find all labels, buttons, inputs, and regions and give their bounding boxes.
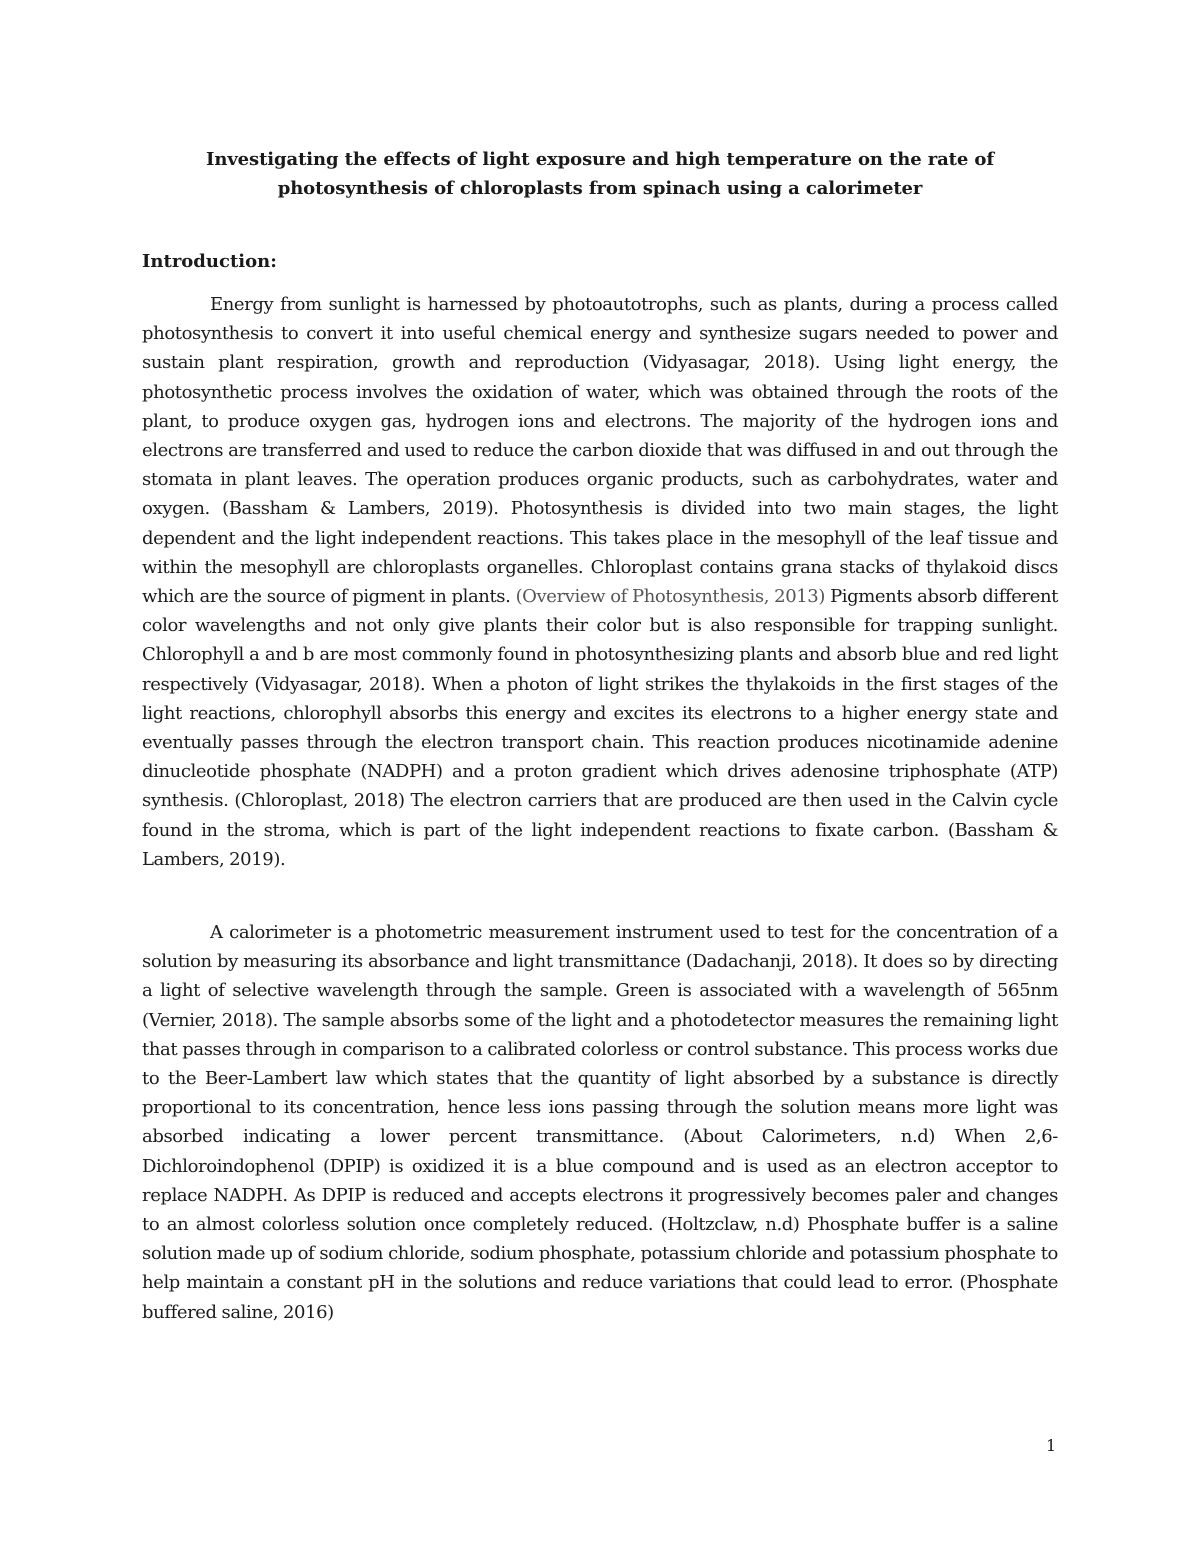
title-line-1: Investigating the effects of light exposure and high temperature on the rate of bbox=[206, 149, 994, 170]
introduction-paragraph-2: A calorimeter is a photometric measurement instrument used to test for the concentration of a solution by measuring its absorbance and light transmittance (Dadachanji, 2018). It does so by directing a light of selective wavelength through the sample. Green is associated with a wavelength of 565nm (Vernier, 2018). The sample absorbs some of the light and a photodetector measures the remaining light that passes through in comparison to a calibrated colorless or control substance. This process works due to the Beer-Lambert law which states that the quantity of light absorbed by a substance is directly proportional to its concentration, hence less ions passing through the solution means more light was absorbed indicating a lower percent transmittance. (About Calorimeters, n.d) When 2,6-Dichloroindophenol (DPIP) is oxidized it is a blue compound and is used as an electron acceptor to replace NADPH. As DPIP is reduced and accepts electrons it progressively becomes paler and changes to an almost colorless solution once completely reduced. (Holtzclaw, n.d) Phosphate buffer is a saline solution made up of sodium chloride, sodium phosphate, potassium chloride and potassium phosphate to help maintain a constant pH in the solutions and reduce variations that could lead to error. (Phosphate buffered saline, 2016) bbox=[142, 922, 1058, 1323]
introduction-paragraph-1 bbox=[142, 290, 1058, 874]
page-number: 1 bbox=[1046, 1436, 1057, 1455]
section-heading-introduction: Introduction: bbox=[142, 251, 277, 272]
paragraph-1-text-a: Energy from sunlight is harnessed by photoautotrophs, such as plants, during a process called photosynthesis to convert it into useful chemical energy and synthesize sugars needed to power and sustain plant respiration, growth and reproduction (Vidyasagar, 2018). Using light energy, the photosynthetic process involves the oxidation of water, which was obtained through the roots of the plant, to produce oxygen gas, hydrogen ions and electrons. The majority of the hydrogen ions and electrons are transferred and used to reduce the carbon dioxide that was diffused in and out through the stomata in plant leaves. The operation produces organic products, such as carbohydrates, water and oxygen. (Bassham & Lambers, 2019). Photosynthesis is divided into two main stages, the light dependent and the light independent reactions. This takes place in the mesophyll of the leaf tissue and within the mesophyll are chloroplasts organelles. Chloroplast contains grana stacks of thylakoid discs which are the source of pigment in plants. bbox=[142, 294, 1058, 608]
document-title bbox=[150, 145, 1050, 203]
paragraph-1-text-b: Pigments absorb different color wavelengths and not only give plants their color but is also responsible for trapping sunlight. Chlorophyll a and b are most commonly found in photosynthesizing plants and absorb blue and red light respectively (Vidyasagar, 2018). When a photon of light strikes the thylakoids in the first stages of the light reactions, chlorophyll absorbs this energy and excites its electrons to a higher energy state and eventually passes through the electron transport chain. This reaction produces nicotinamide adenine dinucleotide phosphate (NADPH) and a proton gradient which drives adenosine triphosphate (ATP) synthesis. (Chloroplast, 2018) The electron carriers that are produced are then used in the Calvin cycle found in the stroma, which is part of the light independent reactions to fixate carbon. (Bassham & Lambers, 2019). bbox=[142, 586, 1058, 870]
paragraph-1-citation: (Overview of Photosynthesis, 2013) bbox=[515, 586, 825, 608]
title-line-2: photosynthesis of chloroplasts from spinach using a calorimeter bbox=[277, 178, 923, 199]
